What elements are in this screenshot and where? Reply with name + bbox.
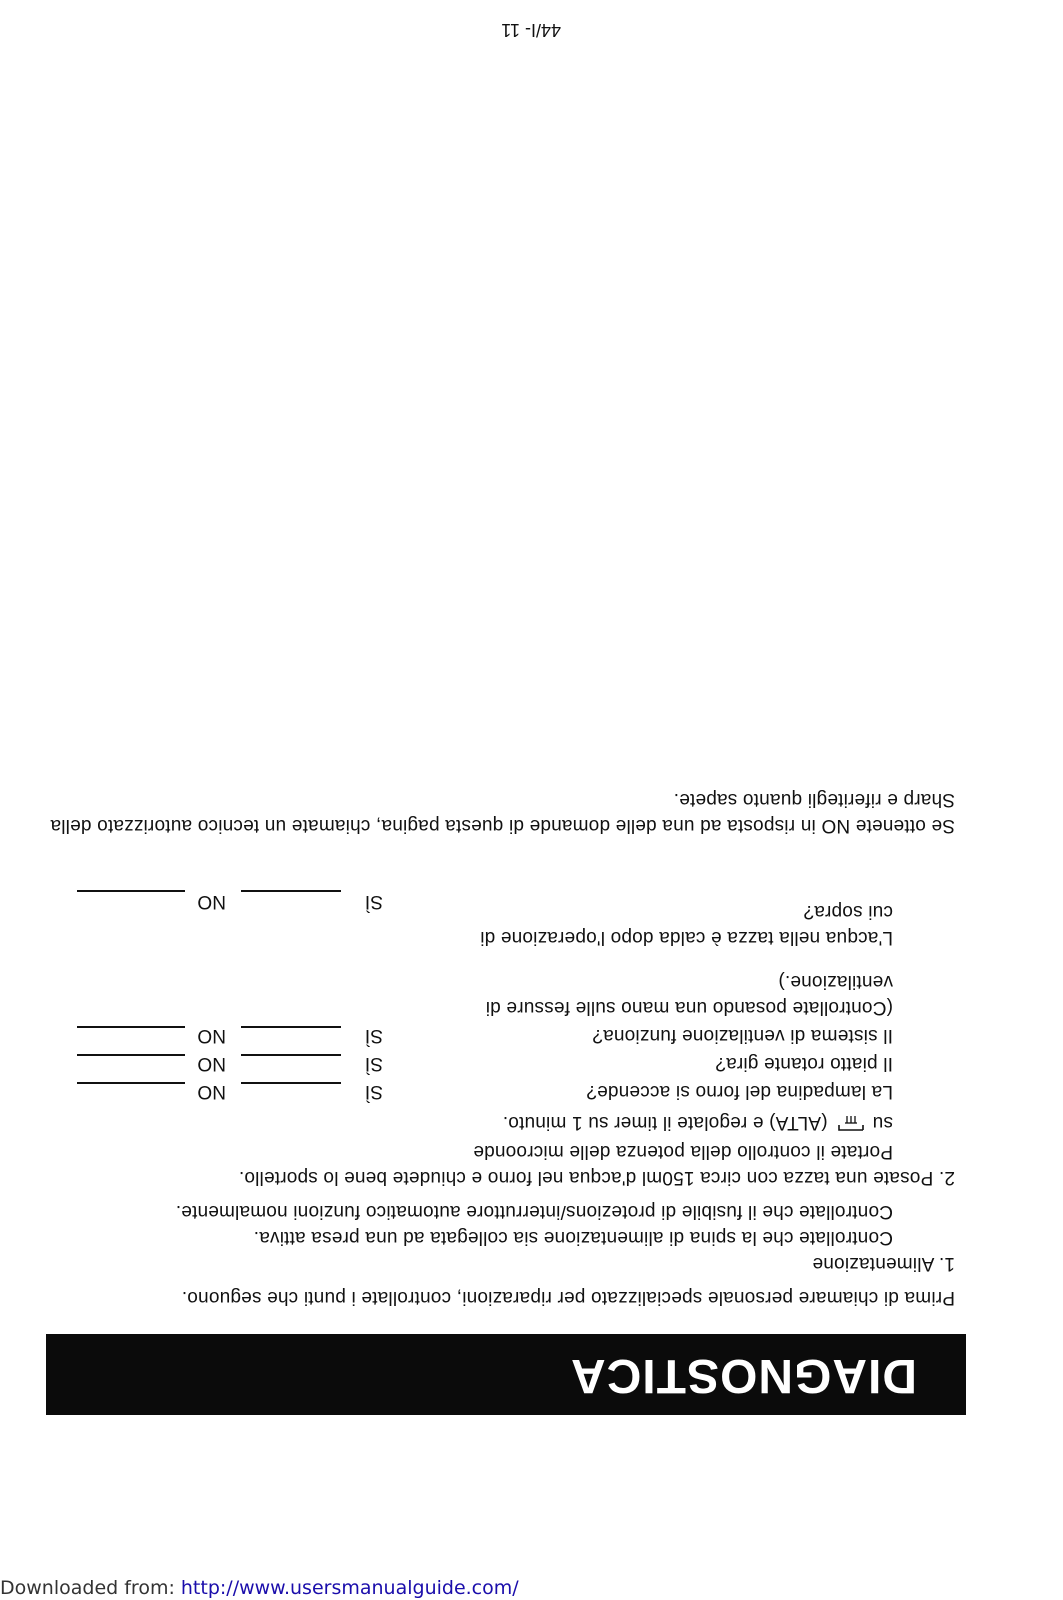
check-yes-label-turntable: SÌ: [364, 1053, 383, 1074]
section2-line2-suffix: (ALTA) e regolate il timer su 1 minuto.: [502, 1111, 828, 1133]
section1-heading: 1. Alimentazione: [812, 1253, 955, 1274]
water-check-yes-label: SÌ: [364, 891, 383, 912]
section2-line2-prefix: su: [872, 1111, 893, 1133]
section1-line1: Controllate che la spina di alimentazione sia collegata ad una presa attiva.: [253, 1227, 893, 1248]
check-no-line-ventilation: [77, 1026, 185, 1028]
page-title: DIAGNOSTICA: [570, 1349, 917, 1402]
section2-line1: Portate il controllo della potenza delle microonde: [473, 1141, 893, 1162]
check-yes-line-ventilation: [241, 1026, 341, 1028]
check-no-line-lamp: [77, 1082, 185, 1084]
check-no-label-lamp: NO: [197, 1081, 226, 1102]
check-question-turntable: Il piatto rotante gira?: [715, 1053, 893, 1074]
section2-heading: 2. Posate una tazza con circa 150ml d'acqua nel forno e chiudete bene lo sportello.: [238, 1167, 955, 1188]
water-check-no-label: NO: [197, 891, 226, 912]
water-check-yes-line: [241, 890, 341, 892]
ventilation-note-line2: ventilazione.): [778, 971, 893, 992]
closing-line1: Se ottenete NO in risposta ad una delle domande di questa pagina, chiamate un tecnico autorizzato della: [50, 815, 955, 836]
footer-link[interactable]: http://www.usersmanualguide.com/: [180, 1577, 519, 1599]
download-footer: [0, 1576, 519, 1600]
check-no-label-ventilation: NO: [197, 1025, 226, 1046]
check-question-ventilation: Il sistema di ventilazione funziona?: [592, 1025, 893, 1046]
check-no-line-turntable: [77, 1054, 185, 1056]
section2-line2: [503, 1108, 893, 1136]
water-check-no-line: [77, 890, 185, 892]
footer-label: Downloaded from:: [0, 1577, 181, 1599]
check-yes-line-lamp: [241, 1082, 341, 1084]
check-no-label-turntable: NO: [197, 1053, 226, 1074]
check-question-lamp: La lampadina del forno si accende?: [586, 1081, 893, 1102]
page-number: 44/I- 11: [501, 20, 561, 40]
section1-line2: Controllate che il fusibile di protezions/interruttore automatico funzioni nomalmente.: [175, 1201, 893, 1222]
ventilation-note-line1: (Controllate posando una mano sulle fessure di: [485, 997, 893, 1018]
check-yes-line-turntable: [241, 1054, 341, 1056]
check-yes-label-lamp: SÌ: [364, 1081, 383, 1102]
water-check-line1: L'acqua nella tazza è calda dopo l'operazione di: [480, 927, 893, 948]
power-level-high-icon: [833, 1108, 867, 1136]
intro-text: Prima di chiamare personale specializzato per riparazioni, controllate i punti che seguono.: [181, 1287, 955, 1308]
check-yes-label-ventilation: SÌ: [364, 1025, 383, 1046]
closing-line2: Sharp e riferitegli quanto sapete.: [673, 789, 955, 810]
water-check-line2: cui sopra?: [803, 901, 893, 922]
